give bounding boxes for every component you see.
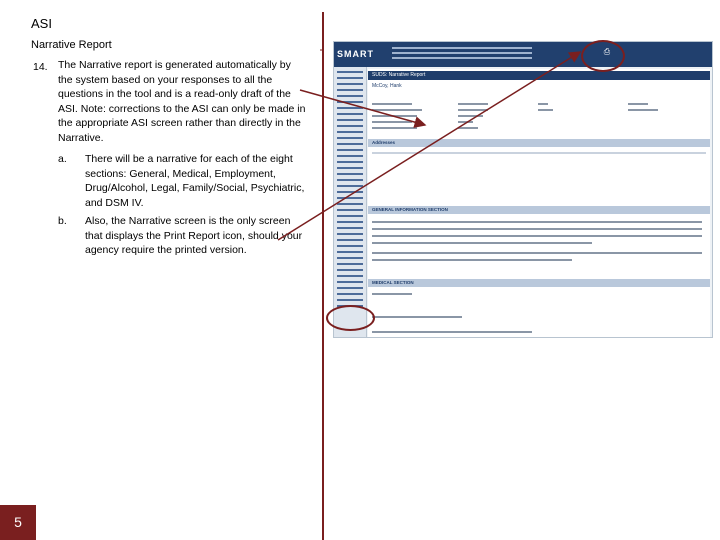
medical-section-header: MEDICAL SECTION [368, 279, 710, 287]
smart-logo: SMART [337, 49, 374, 59]
page-bar: SUDS: Narrative Report [368, 71, 710, 80]
slide-subtitle: Narrative Report [31, 39, 112, 51]
subitem-text: There will be a narrative for each of the eight sections: General, Medical, Employment, Drug/Alcohol, Legal, Family/Social, Psychiatric, and DSM IV. [85, 153, 305, 209]
page-number: 5 [0, 505, 36, 540]
slide-title: ASI [31, 16, 52, 31]
client-name: McCoy, Hank [372, 83, 402, 89]
arrow-to-narrative [300, 90, 425, 125]
print-report-icon[interactable]: ⎙ [603, 47, 611, 56]
subitem-text: Also, the Narrative screen is the only screen that displays the Print Report icon, should your agency require the printed version. [85, 215, 303, 256]
arrow-to-print-icon [278, 52, 580, 240]
subitem-label: b. [58, 215, 67, 227]
item-number: 14. [33, 61, 48, 73]
addresses-header: Addresses [368, 139, 710, 147]
subitem-label: a. [58, 153, 67, 165]
item-text: The Narrative report is generated automatically by the system based on your responses to all the questions in the tool and is a read-only draft of the ASI. Note: corrections to the ASI can only be made in the appropriate ASI screen rather than directly in the Narrative. [58, 59, 306, 144]
general-section-header: GENERAL INFORMATION SECTION [368, 206, 710, 214]
